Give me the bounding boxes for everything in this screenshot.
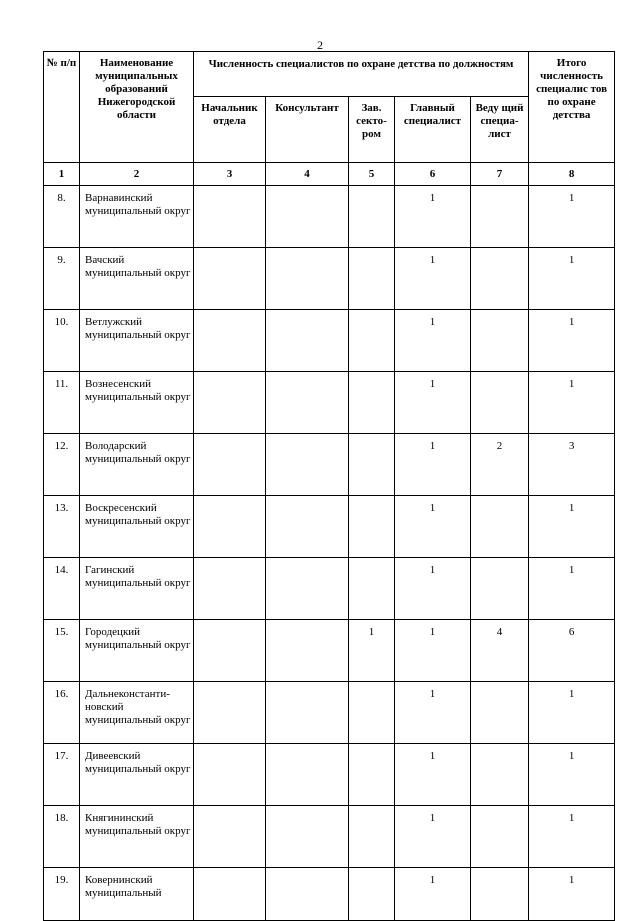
column-number: 2 — [80, 163, 194, 186]
cell-c7 — [471, 806, 529, 868]
column-number: 3 — [194, 163, 266, 186]
cell-c3 — [194, 806, 266, 868]
table-row — [44, 682, 615, 744]
row-index: 11. — [44, 372, 80, 434]
municipality-name: Варнавинский муниципальный округ — [80, 186, 194, 248]
cell-total: 1 — [529, 372, 615, 434]
cell-total: 1 — [529, 248, 615, 310]
header-name: Наименование муниципальных образований Нижегородской области — [80, 52, 194, 163]
cell-c3 — [194, 434, 266, 496]
row-index: 8. — [44, 186, 80, 248]
cell-c4 — [266, 310, 349, 372]
cell-c5 — [349, 682, 395, 744]
table-row — [44, 620, 615, 682]
header-position: Консультант — [266, 97, 349, 163]
cell-c7 — [471, 186, 529, 248]
row-index: 16. — [44, 682, 80, 744]
column-numbers-row — [44, 163, 615, 186]
municipality-name: Вознесенский муниципальный округ — [80, 372, 194, 434]
cell-c5 — [349, 434, 395, 496]
cell-c4 — [266, 496, 349, 558]
cell-c3 — [194, 744, 266, 806]
cell-c7 — [471, 868, 529, 921]
cell-c5 — [349, 310, 395, 372]
table-row — [44, 372, 615, 434]
cell-c6: 1 — [395, 806, 471, 868]
cell-c6: 1 — [395, 186, 471, 248]
cell-c7 — [471, 310, 529, 372]
cell-c4 — [266, 186, 349, 248]
cell-total: 1 — [529, 868, 615, 921]
municipality-name: Княгининский муниципальный округ — [80, 806, 194, 868]
cell-c3 — [194, 682, 266, 744]
row-index: 14. — [44, 558, 80, 620]
cell-c7: 4 — [471, 620, 529, 682]
table-row — [44, 434, 615, 496]
cell-c4 — [266, 806, 349, 868]
row-index: 15. — [44, 620, 80, 682]
cell-c6: 1 — [395, 310, 471, 372]
header-total: Итого численность специалис тов по охране детства — [529, 52, 615, 163]
row-index: 9. — [44, 248, 80, 310]
cell-c5 — [349, 372, 395, 434]
table-row — [44, 186, 615, 248]
cell-total: 1 — [529, 186, 615, 248]
cell-c4 — [266, 620, 349, 682]
cell-total: 1 — [529, 744, 615, 806]
cell-c5 — [349, 558, 395, 620]
cell-c4 — [266, 682, 349, 744]
table-row — [44, 310, 615, 372]
row-index: 10. — [44, 310, 80, 372]
municipality-name: Дальнеконстанти- новский муниципальный округ — [80, 682, 194, 744]
cell-c6: 1 — [395, 868, 471, 921]
cell-c7 — [471, 744, 529, 806]
cell-c3 — [194, 248, 266, 310]
municipality-name: Ветлужский муниципальный округ — [80, 310, 194, 372]
cell-c6: 1 — [395, 434, 471, 496]
cell-c3 — [194, 186, 266, 248]
cell-c7 — [471, 682, 529, 744]
cell-total: 1 — [529, 310, 615, 372]
cell-c5 — [349, 868, 395, 921]
cell-c6: 1 — [395, 682, 471, 744]
cell-c4 — [266, 868, 349, 921]
cell-c3 — [194, 558, 266, 620]
cell-c3 — [194, 868, 266, 921]
municipality-name: Дивеевский муниципальный округ — [80, 744, 194, 806]
row-index: 18. — [44, 806, 80, 868]
cell-total: 1 — [529, 496, 615, 558]
cell-c7 — [471, 558, 529, 620]
table-row — [44, 744, 615, 806]
cell-c6: 1 — [395, 372, 471, 434]
header-position: Веду щий специа- лист — [471, 97, 529, 163]
cell-total: 1 — [529, 558, 615, 620]
row-index: 12. — [44, 434, 80, 496]
cell-c4 — [266, 744, 349, 806]
column-number: 7 — [471, 163, 529, 186]
header-group: Численность специалистов по охране детства по должностям — [194, 52, 529, 97]
column-number: 8 — [529, 163, 615, 186]
cell-c5 — [349, 744, 395, 806]
cell-c3 — [194, 620, 266, 682]
cell-total: 1 — [529, 682, 615, 744]
row-index: 13. — [44, 496, 80, 558]
municipality-name: Воскресенский муниципальный округ — [80, 496, 194, 558]
cell-c6: 1 — [395, 744, 471, 806]
cell-total: 6 — [529, 620, 615, 682]
table-row — [44, 496, 615, 558]
cell-c5 — [349, 806, 395, 868]
cell-c4 — [266, 248, 349, 310]
cell-c7 — [471, 248, 529, 310]
municipality-name: Гагинский муниципальный округ — [80, 558, 194, 620]
table-row — [44, 806, 615, 868]
row-index: 19. — [44, 868, 80, 921]
header-num: № п/п — [44, 52, 80, 163]
column-number: 5 — [349, 163, 395, 186]
cell-total: 3 — [529, 434, 615, 496]
header-position: Начальник отдела — [194, 97, 266, 163]
cell-c7 — [471, 496, 529, 558]
cell-c6: 1 — [395, 248, 471, 310]
municipality-name: Городецкий муниципальный округ — [80, 620, 194, 682]
column-number: 6 — [395, 163, 471, 186]
column-number: 4 — [266, 163, 349, 186]
row-index: 17. — [44, 744, 80, 806]
page-number: 2 — [317, 38, 323, 52]
specialists-table — [43, 51, 615, 921]
municipality-name: Володарский муниципальный округ — [80, 434, 194, 496]
cell-c4 — [266, 434, 349, 496]
cell-c7 — [471, 372, 529, 434]
cell-c6: 1 — [395, 620, 471, 682]
header-position: Главный специалист — [395, 97, 471, 163]
cell-c3 — [194, 310, 266, 372]
cell-c6: 1 — [395, 496, 471, 558]
header-position: Зав. секто- ром — [349, 97, 395, 163]
cell-c3 — [194, 496, 266, 558]
column-number: 1 — [44, 163, 80, 186]
cell-c7: 2 — [471, 434, 529, 496]
cell-c4 — [266, 558, 349, 620]
cell-c5 — [349, 186, 395, 248]
cell-c5 — [349, 496, 395, 558]
table-row — [44, 248, 615, 310]
municipality-name: Ковернинский муниципальный — [80, 868, 194, 921]
cell-total: 1 — [529, 806, 615, 868]
municipality-name: Вачский муниципальный округ — [80, 248, 194, 310]
cell-c4 — [266, 372, 349, 434]
table-row — [44, 558, 615, 620]
cell-c6: 1 — [395, 558, 471, 620]
cell-c3 — [194, 372, 266, 434]
table-row — [44, 868, 615, 921]
cell-c5 — [349, 248, 395, 310]
cell-c5: 1 — [349, 620, 395, 682]
